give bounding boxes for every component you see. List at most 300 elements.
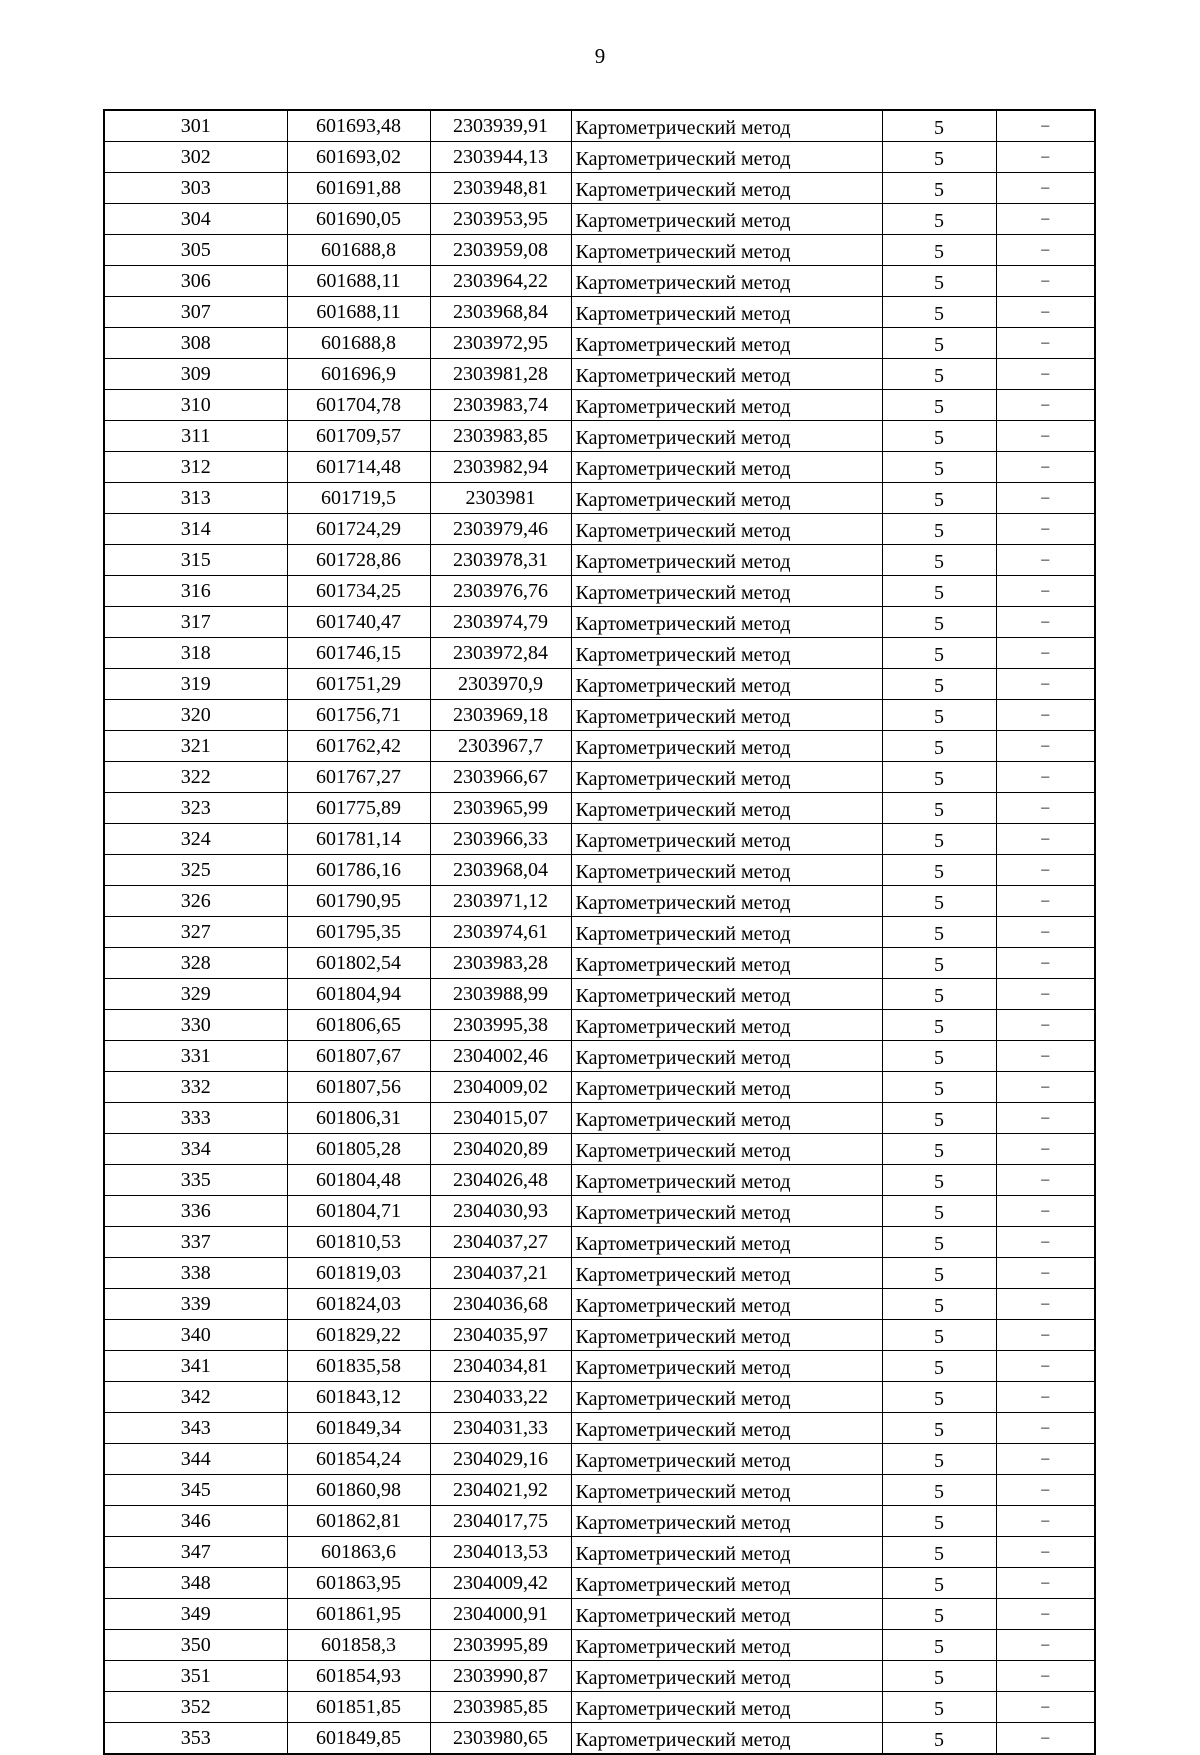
y-coordinate-cell: 2304026,48 bbox=[430, 1165, 571, 1196]
point-number-cell: 344 bbox=[104, 1444, 287, 1475]
note-cell: – bbox=[996, 173, 1095, 204]
x-coordinate-cell: 601696,9 bbox=[287, 359, 430, 390]
method-cell: Картометрический метод bbox=[571, 1599, 882, 1630]
x-coordinate-cell: 601688,11 bbox=[287, 297, 430, 328]
note-cell: – bbox=[996, 1692, 1095, 1723]
accuracy-cell: 5 bbox=[882, 390, 996, 421]
y-coordinate-cell: 2303982,94 bbox=[430, 452, 571, 483]
note-cell: – bbox=[996, 855, 1095, 886]
method-cell: Картометрический метод bbox=[571, 1382, 882, 1413]
note-cell: – bbox=[996, 1568, 1095, 1599]
x-coordinate-cell: 601704,78 bbox=[287, 390, 430, 421]
method-cell: Картометрический метод bbox=[571, 1413, 882, 1444]
method-cell: Картометрический метод bbox=[571, 1537, 882, 1568]
y-coordinate-cell: 2304015,07 bbox=[430, 1103, 571, 1134]
note-cell: – bbox=[996, 917, 1095, 948]
method-cell: Картометрический метод bbox=[571, 1103, 882, 1134]
accuracy-cell: 5 bbox=[882, 1165, 996, 1196]
x-coordinate-cell: 601854,93 bbox=[287, 1661, 430, 1692]
y-coordinate-cell: 2303968,04 bbox=[430, 855, 571, 886]
y-coordinate-cell: 2303988,99 bbox=[430, 979, 571, 1010]
x-coordinate-cell: 601861,95 bbox=[287, 1599, 430, 1630]
method-cell: Картометрический метод bbox=[571, 638, 882, 669]
note-cell: – bbox=[996, 452, 1095, 483]
point-number-cell: 316 bbox=[104, 576, 287, 607]
note-cell: – bbox=[996, 110, 1095, 142]
y-coordinate-cell: 2303971,12 bbox=[430, 886, 571, 917]
accuracy-cell: 5 bbox=[882, 483, 996, 514]
table-row bbox=[104, 824, 1095, 855]
note-cell: – bbox=[996, 1537, 1095, 1568]
point-number-cell: 329 bbox=[104, 979, 287, 1010]
point-number-cell: 309 bbox=[104, 359, 287, 390]
note-cell: – bbox=[996, 576, 1095, 607]
note-cell: – bbox=[996, 421, 1095, 452]
method-cell: Картометрический метод bbox=[571, 1196, 882, 1227]
method-cell: Картометрический метод bbox=[571, 297, 882, 328]
method-cell: Картометрический метод bbox=[571, 1661, 882, 1692]
note-cell: – bbox=[996, 886, 1095, 917]
accuracy-cell: 5 bbox=[882, 1506, 996, 1537]
point-number-cell: 319 bbox=[104, 669, 287, 700]
y-coordinate-cell: 2303968,84 bbox=[430, 297, 571, 328]
note-cell: – bbox=[996, 1320, 1095, 1351]
table-row bbox=[104, 886, 1095, 917]
note-cell: – bbox=[996, 1475, 1095, 1506]
point-number-cell: 327 bbox=[104, 917, 287, 948]
note-cell: – bbox=[996, 1196, 1095, 1227]
table-row bbox=[104, 1258, 1095, 1289]
y-coordinate-cell: 2303985,85 bbox=[430, 1692, 571, 1723]
table-row bbox=[104, 731, 1095, 762]
x-coordinate-cell: 601790,95 bbox=[287, 886, 430, 917]
accuracy-cell: 5 bbox=[882, 297, 996, 328]
point-number-cell: 348 bbox=[104, 1568, 287, 1599]
point-number-cell: 349 bbox=[104, 1599, 287, 1630]
x-coordinate-cell: 601819,03 bbox=[287, 1258, 430, 1289]
y-coordinate-cell: 2304021,92 bbox=[430, 1475, 571, 1506]
y-coordinate-cell: 2304002,46 bbox=[430, 1041, 571, 1072]
method-cell: Картометрический метод bbox=[571, 204, 882, 235]
accuracy-cell: 5 bbox=[882, 1444, 996, 1475]
x-coordinate-cell: 601751,29 bbox=[287, 669, 430, 700]
y-coordinate-cell: 2303965,99 bbox=[430, 793, 571, 824]
accuracy-cell: 5 bbox=[882, 1723, 996, 1755]
x-coordinate-cell: 601824,03 bbox=[287, 1289, 430, 1320]
table-row bbox=[104, 1444, 1095, 1475]
accuracy-cell: 5 bbox=[882, 793, 996, 824]
x-coordinate-cell: 601835,58 bbox=[287, 1351, 430, 1382]
note-cell: – bbox=[996, 669, 1095, 700]
accuracy-cell: 5 bbox=[882, 235, 996, 266]
table-row bbox=[104, 1134, 1095, 1165]
method-cell: Картометрический метод bbox=[571, 824, 882, 855]
accuracy-cell: 5 bbox=[882, 1475, 996, 1506]
note-cell: – bbox=[996, 328, 1095, 359]
table-row bbox=[104, 1506, 1095, 1537]
accuracy-cell: 5 bbox=[882, 1196, 996, 1227]
point-number-cell: 336 bbox=[104, 1196, 287, 1227]
x-coordinate-cell: 601714,48 bbox=[287, 452, 430, 483]
accuracy-cell: 5 bbox=[882, 731, 996, 762]
coordinates-table bbox=[103, 109, 1096, 1755]
accuracy-cell: 5 bbox=[882, 328, 996, 359]
accuracy-cell: 5 bbox=[882, 1072, 996, 1103]
method-cell: Картометрический метод bbox=[571, 1010, 882, 1041]
table-row bbox=[104, 1320, 1095, 1351]
accuracy-cell: 5 bbox=[882, 514, 996, 545]
point-number-cell: 337 bbox=[104, 1227, 287, 1258]
x-coordinate-cell: 601775,89 bbox=[287, 793, 430, 824]
accuracy-cell: 5 bbox=[882, 452, 996, 483]
note-cell: – bbox=[996, 514, 1095, 545]
point-number-cell: 343 bbox=[104, 1413, 287, 1444]
x-coordinate-cell: 601807,56 bbox=[287, 1072, 430, 1103]
point-number-cell: 352 bbox=[104, 1692, 287, 1723]
point-number-cell: 304 bbox=[104, 204, 287, 235]
accuracy-cell: 5 bbox=[882, 1692, 996, 1723]
x-coordinate-cell: 601693,48 bbox=[287, 110, 430, 142]
x-coordinate-cell: 601849,85 bbox=[287, 1723, 430, 1755]
y-coordinate-cell: 2304037,27 bbox=[430, 1227, 571, 1258]
table-row bbox=[104, 421, 1095, 452]
y-coordinate-cell: 2304036,68 bbox=[430, 1289, 571, 1320]
x-coordinate-cell: 601862,81 bbox=[287, 1506, 430, 1537]
y-coordinate-cell: 2304035,97 bbox=[430, 1320, 571, 1351]
accuracy-cell: 5 bbox=[882, 607, 996, 638]
x-coordinate-cell: 601688,8 bbox=[287, 235, 430, 266]
x-coordinate-cell: 601691,88 bbox=[287, 173, 430, 204]
point-number-cell: 325 bbox=[104, 855, 287, 886]
method-cell: Картометрический метод bbox=[571, 762, 882, 793]
method-cell: Картометрический метод bbox=[571, 1475, 882, 1506]
x-coordinate-cell: 601762,42 bbox=[287, 731, 430, 762]
note-cell: – bbox=[996, 1103, 1095, 1134]
accuracy-cell: 5 bbox=[882, 576, 996, 607]
accuracy-cell: 5 bbox=[882, 700, 996, 731]
y-coordinate-cell: 2304017,75 bbox=[430, 1506, 571, 1537]
point-number-cell: 342 bbox=[104, 1382, 287, 1413]
accuracy-cell: 5 bbox=[882, 1661, 996, 1692]
y-coordinate-cell: 2303979,46 bbox=[430, 514, 571, 545]
point-number-cell: 302 bbox=[104, 142, 287, 173]
table-row bbox=[104, 297, 1095, 328]
accuracy-cell: 5 bbox=[882, 638, 996, 669]
note-cell: – bbox=[996, 979, 1095, 1010]
note-cell: – bbox=[996, 1072, 1095, 1103]
table-row bbox=[104, 638, 1095, 669]
method-cell: Картометрический метод bbox=[571, 886, 882, 917]
note-cell: – bbox=[996, 545, 1095, 576]
note-cell: – bbox=[996, 359, 1095, 390]
y-coordinate-cell: 2303970,9 bbox=[430, 669, 571, 700]
method-cell: Картометрический метод bbox=[571, 1165, 882, 1196]
note-cell: – bbox=[996, 266, 1095, 297]
table-row bbox=[104, 1413, 1095, 1444]
y-coordinate-cell: 2304037,21 bbox=[430, 1258, 571, 1289]
x-coordinate-cell: 601805,28 bbox=[287, 1134, 430, 1165]
table-row bbox=[104, 917, 1095, 948]
accuracy-cell: 5 bbox=[882, 1413, 996, 1444]
note-cell: – bbox=[996, 1723, 1095, 1755]
note-cell: – bbox=[996, 1258, 1095, 1289]
y-coordinate-cell: 2303966,67 bbox=[430, 762, 571, 793]
point-number-cell: 347 bbox=[104, 1537, 287, 1568]
y-coordinate-cell: 2304000,91 bbox=[430, 1599, 571, 1630]
x-coordinate-cell: 601829,22 bbox=[287, 1320, 430, 1351]
point-number-cell: 340 bbox=[104, 1320, 287, 1351]
note-cell: – bbox=[996, 731, 1095, 762]
table-row bbox=[104, 576, 1095, 607]
point-number-cell: 314 bbox=[104, 514, 287, 545]
method-cell: Картометрический метод bbox=[571, 1227, 882, 1258]
accuracy-cell: 5 bbox=[882, 1227, 996, 1258]
table-row bbox=[104, 204, 1095, 235]
y-coordinate-cell: 2304031,33 bbox=[430, 1413, 571, 1444]
x-coordinate-cell: 601795,35 bbox=[287, 917, 430, 948]
accuracy-cell: 5 bbox=[882, 1599, 996, 1630]
note-cell: – bbox=[996, 1134, 1095, 1165]
note-cell: – bbox=[996, 824, 1095, 855]
accuracy-cell: 5 bbox=[882, 204, 996, 235]
x-coordinate-cell: 601724,29 bbox=[287, 514, 430, 545]
table-row bbox=[104, 1661, 1095, 1692]
table-row bbox=[104, 359, 1095, 390]
table-row bbox=[104, 979, 1095, 1010]
table-row bbox=[104, 266, 1095, 297]
x-coordinate-cell: 601804,48 bbox=[287, 1165, 430, 1196]
method-cell: Картометрический метод bbox=[571, 1072, 882, 1103]
note-cell: – bbox=[996, 1351, 1095, 1382]
note-cell: – bbox=[996, 235, 1095, 266]
table-row bbox=[104, 142, 1095, 173]
note-cell: – bbox=[996, 607, 1095, 638]
note-cell: – bbox=[996, 793, 1095, 824]
table-row bbox=[104, 1475, 1095, 1506]
accuracy-cell: 5 bbox=[882, 948, 996, 979]
table-row bbox=[104, 700, 1095, 731]
accuracy-cell: 5 bbox=[882, 669, 996, 700]
point-number-cell: 350 bbox=[104, 1630, 287, 1661]
table-row bbox=[104, 1568, 1095, 1599]
table-row bbox=[104, 1227, 1095, 1258]
point-number-cell: 320 bbox=[104, 700, 287, 731]
point-number-cell: 305 bbox=[104, 235, 287, 266]
method-cell: Картометрический метод bbox=[571, 948, 882, 979]
accuracy-cell: 5 bbox=[882, 1630, 996, 1661]
table-row bbox=[104, 1041, 1095, 1072]
method-cell: Картометрический метод bbox=[571, 979, 882, 1010]
note-cell: – bbox=[996, 1661, 1095, 1692]
y-coordinate-cell: 2303981,28 bbox=[430, 359, 571, 390]
note-cell: – bbox=[996, 1227, 1095, 1258]
table-row bbox=[104, 1537, 1095, 1568]
note-cell: – bbox=[996, 638, 1095, 669]
x-coordinate-cell: 601854,24 bbox=[287, 1444, 430, 1475]
method-cell: Картометрический метод bbox=[571, 235, 882, 266]
x-coordinate-cell: 601802,54 bbox=[287, 948, 430, 979]
x-coordinate-cell: 601746,15 bbox=[287, 638, 430, 669]
x-coordinate-cell: 601688,8 bbox=[287, 328, 430, 359]
note-cell: – bbox=[996, 204, 1095, 235]
note-cell: – bbox=[996, 700, 1095, 731]
y-coordinate-cell: 2304030,93 bbox=[430, 1196, 571, 1227]
x-coordinate-cell: 601693,02 bbox=[287, 142, 430, 173]
accuracy-cell: 5 bbox=[882, 824, 996, 855]
y-coordinate-cell: 2304033,22 bbox=[430, 1382, 571, 1413]
y-coordinate-cell: 2304009,02 bbox=[430, 1072, 571, 1103]
method-cell: Картометрический метод bbox=[571, 576, 882, 607]
table-row bbox=[104, 948, 1095, 979]
x-coordinate-cell: 601734,25 bbox=[287, 576, 430, 607]
note-cell: – bbox=[996, 762, 1095, 793]
y-coordinate-cell: 2303981 bbox=[430, 483, 571, 514]
method-cell: Картометрический метод bbox=[571, 793, 882, 824]
method-cell: Картометрический метод bbox=[571, 1444, 882, 1475]
point-number-cell: 332 bbox=[104, 1072, 287, 1103]
method-cell: Картометрический метод bbox=[571, 142, 882, 173]
point-number-cell: 311 bbox=[104, 421, 287, 452]
accuracy-cell: 5 bbox=[882, 1103, 996, 1134]
page-number: 9 bbox=[594, 44, 606, 68]
y-coordinate-cell: 2303974,61 bbox=[430, 917, 571, 948]
method-cell: Картометрический метод bbox=[571, 328, 882, 359]
point-number-cell: 313 bbox=[104, 483, 287, 514]
y-coordinate-cell: 2303995,38 bbox=[430, 1010, 571, 1041]
x-coordinate-cell: 601740,47 bbox=[287, 607, 430, 638]
note-cell: – bbox=[996, 483, 1095, 514]
y-coordinate-cell: 2303983,74 bbox=[430, 390, 571, 421]
x-coordinate-cell: 601843,12 bbox=[287, 1382, 430, 1413]
table-row bbox=[104, 545, 1095, 576]
point-number-cell: 307 bbox=[104, 297, 287, 328]
x-coordinate-cell: 601719,5 bbox=[287, 483, 430, 514]
note-cell: – bbox=[996, 1630, 1095, 1661]
table-row bbox=[104, 514, 1095, 545]
y-coordinate-cell: 2303969,18 bbox=[430, 700, 571, 731]
method-cell: Картометрический метод bbox=[571, 1351, 882, 1382]
point-number-cell: 338 bbox=[104, 1258, 287, 1289]
accuracy-cell: 5 bbox=[882, 110, 996, 142]
x-coordinate-cell: 601767,27 bbox=[287, 762, 430, 793]
accuracy-cell: 5 bbox=[882, 1010, 996, 1041]
table-row bbox=[104, 1630, 1095, 1661]
y-coordinate-cell: 2304029,16 bbox=[430, 1444, 571, 1475]
point-number-cell: 334 bbox=[104, 1134, 287, 1165]
method-cell: Картометрический метод bbox=[571, 1692, 882, 1723]
accuracy-cell: 5 bbox=[882, 421, 996, 452]
accuracy-cell: 5 bbox=[882, 545, 996, 576]
method-cell: Картометрический метод bbox=[571, 607, 882, 638]
accuracy-cell: 5 bbox=[882, 1382, 996, 1413]
x-coordinate-cell: 601860,98 bbox=[287, 1475, 430, 1506]
note-cell: – bbox=[996, 948, 1095, 979]
y-coordinate-cell: 2304034,81 bbox=[430, 1351, 571, 1382]
x-coordinate-cell: 601709,57 bbox=[287, 421, 430, 452]
y-coordinate-cell: 2304013,53 bbox=[430, 1537, 571, 1568]
table-row bbox=[104, 1599, 1095, 1630]
x-coordinate-cell: 601804,71 bbox=[287, 1196, 430, 1227]
point-number-cell: 345 bbox=[104, 1475, 287, 1506]
method-cell: Картометрический метод bbox=[571, 1630, 882, 1661]
y-coordinate-cell: 2303948,81 bbox=[430, 173, 571, 204]
table-row bbox=[104, 452, 1095, 483]
note-cell: – bbox=[996, 1382, 1095, 1413]
accuracy-cell: 5 bbox=[882, 917, 996, 948]
accuracy-cell: 5 bbox=[882, 173, 996, 204]
note-cell: – bbox=[996, 1289, 1095, 1320]
point-number-cell: 326 bbox=[104, 886, 287, 917]
table-row bbox=[104, 1072, 1095, 1103]
method-cell: Картометрический метод bbox=[571, 514, 882, 545]
point-number-cell: 353 bbox=[104, 1723, 287, 1755]
y-coordinate-cell: 2303972,84 bbox=[430, 638, 571, 669]
method-cell: Картометрический метод bbox=[571, 452, 882, 483]
method-cell: Картометрический метод bbox=[571, 700, 882, 731]
x-coordinate-cell: 601851,85 bbox=[287, 1692, 430, 1723]
table-row bbox=[104, 483, 1095, 514]
note-cell: – bbox=[996, 142, 1095, 173]
table-row bbox=[104, 669, 1095, 700]
table-row bbox=[104, 1351, 1095, 1382]
point-number-cell: 312 bbox=[104, 452, 287, 483]
point-number-cell: 324 bbox=[104, 824, 287, 855]
x-coordinate-cell: 601810,53 bbox=[287, 1227, 430, 1258]
note-cell: – bbox=[996, 1444, 1095, 1475]
accuracy-cell: 5 bbox=[882, 1568, 996, 1599]
point-number-cell: 323 bbox=[104, 793, 287, 824]
point-number-cell: 333 bbox=[104, 1103, 287, 1134]
accuracy-cell: 5 bbox=[882, 1351, 996, 1382]
method-cell: Картометрический метод bbox=[571, 545, 882, 576]
y-coordinate-cell: 2303953,95 bbox=[430, 204, 571, 235]
x-coordinate-cell: 601849,34 bbox=[287, 1413, 430, 1444]
x-coordinate-cell: 601804,94 bbox=[287, 979, 430, 1010]
method-cell: Картометрический метод bbox=[571, 855, 882, 886]
y-coordinate-cell: 2303983,28 bbox=[430, 948, 571, 979]
y-coordinate-cell: 2303966,33 bbox=[430, 824, 571, 855]
point-number-cell: 341 bbox=[104, 1351, 287, 1382]
table-row bbox=[104, 1692, 1095, 1723]
accuracy-cell: 5 bbox=[882, 1258, 996, 1289]
accuracy-cell: 5 bbox=[882, 1134, 996, 1165]
x-coordinate-cell: 601690,05 bbox=[287, 204, 430, 235]
method-cell: Картометрический метод bbox=[571, 1568, 882, 1599]
method-cell: Картометрический метод bbox=[571, 421, 882, 452]
accuracy-cell: 5 bbox=[882, 886, 996, 917]
accuracy-cell: 5 bbox=[882, 855, 996, 886]
table-row bbox=[104, 793, 1095, 824]
point-number-cell: 317 bbox=[104, 607, 287, 638]
x-coordinate-cell: 601786,16 bbox=[287, 855, 430, 886]
x-coordinate-cell: 601858,3 bbox=[287, 1630, 430, 1661]
x-coordinate-cell: 601781,14 bbox=[287, 824, 430, 855]
accuracy-cell: 5 bbox=[882, 762, 996, 793]
method-cell: Картометрический метод bbox=[571, 917, 882, 948]
table-row bbox=[104, 1165, 1095, 1196]
method-cell: Картометрический метод bbox=[571, 1506, 882, 1537]
method-cell: Картометрический метод bbox=[571, 173, 882, 204]
point-number-cell: 315 bbox=[104, 545, 287, 576]
note-cell: – bbox=[996, 1506, 1095, 1537]
table-row bbox=[104, 235, 1095, 266]
x-coordinate-cell: 601807,67 bbox=[287, 1041, 430, 1072]
point-number-cell: 303 bbox=[104, 173, 287, 204]
accuracy-cell: 5 bbox=[882, 1537, 996, 1568]
method-cell: Картометрический метод bbox=[571, 390, 882, 421]
accuracy-cell: 5 bbox=[882, 359, 996, 390]
point-number-cell: 335 bbox=[104, 1165, 287, 1196]
